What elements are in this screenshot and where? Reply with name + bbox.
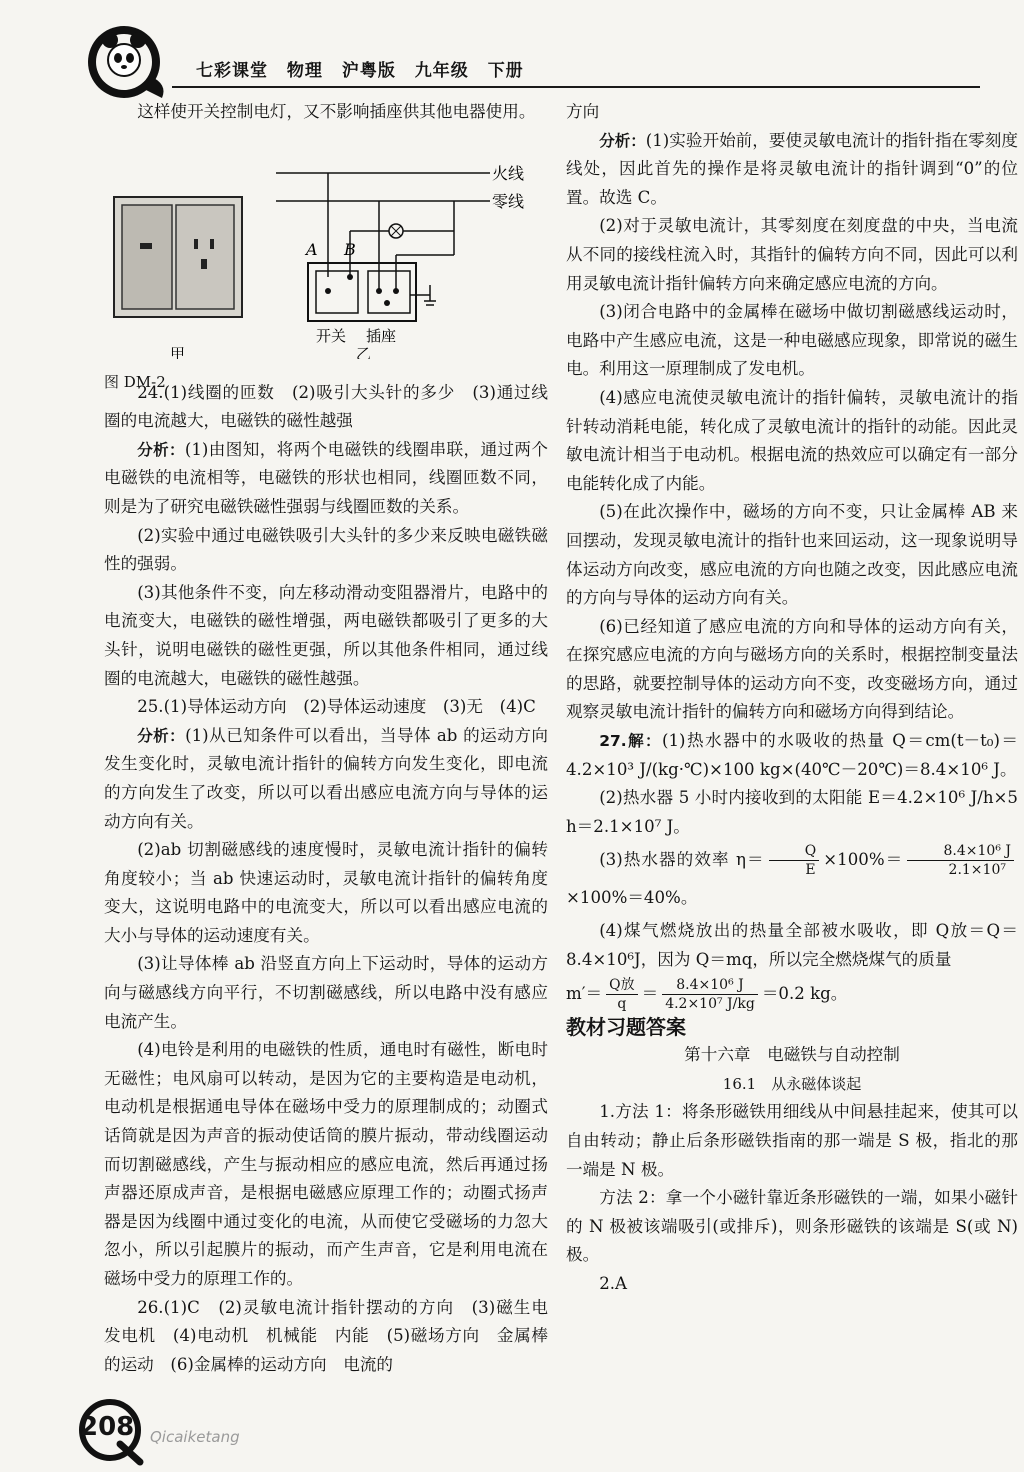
header-divider xyxy=(172,86,980,88)
header-title xyxy=(196,56,536,81)
q26-analysis-3: (3)闭合电路中的金属棒在磁场中做切割磁感线运动时，电路中产生感应电流，这是一种电磁感应现象，即常说的磁生电。利用这一原理制成了发电机。 xyxy=(566,302,1018,379)
chapter-title: 第十六章 电磁铁与自动控制 xyxy=(684,1045,900,1065)
q24-analysis-1 xyxy=(104,436,548,522)
q27-3-end: ×100%＝40%。 xyxy=(566,888,698,908)
q25-analysis-2: (2)ab 切割磁感线的速度慢时，灵敏电流计指针的偏转角度较小；当 ab 快速运动时，灵敏电流计指针的偏转角度变大，这说明电路中的电流变大，所以可以看出感应电流的大小与导体的运动速度有关。 xyxy=(104,840,548,945)
q27-4-end: ＝0.2 kg。 xyxy=(761,983,848,1003)
sub-figure-jia: 甲 xyxy=(170,344,186,359)
fraction-q-over-e xyxy=(769,842,820,879)
fraction-numerator: Q xyxy=(769,842,820,861)
q26-analysis-5: (5)在此次操作中，磁场的方向不变，只让金属棒 AB 来回摆动，发现灵敏电流计的指针也来回运动，这一现象说明导体运动方向改变，感应电流的方向也随之改变，因此感应电流的方向与导体的运动方向有关。 xyxy=(566,502,1018,608)
q25-analysis-1 xyxy=(104,722,548,836)
header-volume: 下册 xyxy=(487,61,524,81)
exercise-1-method-1: 1.方法 1：将条形磁铁用细线从中间悬挂起来，使其可以自由转动；静止后条形磁铁指南的那一端是 S 极，指北的那一端是 N 极。 xyxy=(566,1102,1018,1179)
q26-analysis-1-text: (1)实验开始前，要使灵敏电流计的指针指在零刻度线处，因此首先的操作是将灵敏电流计的指针调到“0”的位置。故选 C。 xyxy=(566,130,1018,207)
q24-analysis-2: (2)实验中通过电磁铁吸引大头针的多少来反映电磁铁磁性的强弱。 xyxy=(104,525,548,574)
right-top-text: 方向 xyxy=(566,102,600,121)
q24-answer: 24.(1)线圈的匝数 (2)吸引大头针的多少 (3)通过线圈的电流越大，电磁铁的磁性越强 xyxy=(104,382,548,431)
fraction-denominator: 2.1×10⁷ xyxy=(948,862,1006,879)
q27-part-4: (4)煤气燃烧放出的热量全部被水吸收，即 Q放＝Q＝8.4×10⁶J，因为 Q＝mq，所以完全燃烧煤气的质量 xyxy=(566,921,1018,970)
page-number: 208 xyxy=(80,1412,135,1442)
header-edition: 沪粤版 xyxy=(341,61,396,81)
header-series: 七彩课堂 xyxy=(196,61,268,81)
exercise-2: 2.A xyxy=(599,1273,628,1293)
q27-part-4-formula xyxy=(566,975,1018,1013)
neutral-wire-label: 零线 xyxy=(492,191,525,211)
fraction-efficiency xyxy=(907,842,1014,879)
point-a-label: A xyxy=(306,239,318,259)
header-subject: 物理 xyxy=(286,61,323,81)
figure-caption: 图 DM-2 xyxy=(104,373,166,392)
q26-analysis-2: (2)对于灵敏电流计，其零刻度在刻度盘的中央，当电流从不同的接线柱流入时，其指针的偏转方向不同，因此可以利用灵敏电流计指针偏转方向来确定感应电流的方向。 xyxy=(566,216,1018,293)
fraction-numerator: 8.4×10⁶ J xyxy=(907,842,1014,861)
sub-figure-yi: 乙 xyxy=(356,344,372,359)
section-title: 教材习题答案 xyxy=(566,1014,686,1039)
q27-3-mid: ×100%＝ xyxy=(823,850,904,870)
circuit-diagram xyxy=(104,127,548,359)
q24-analysis-1-text: (1)由图知，将两个电磁铁的线圈串联，通过两个电磁铁的电流相等，电磁铁的形状也相同，线圈匝数不同，则是为了研究电磁铁磁性强弱与线圈匝数的关系。 xyxy=(104,439,548,516)
subsection-title: 16.1 从永磁体谈起 xyxy=(722,1074,862,1093)
fraction-numerator: 8.4×10⁶ J xyxy=(662,976,758,995)
figure-dm2 xyxy=(104,127,548,392)
live-wire-label: 火线 xyxy=(492,163,525,183)
q26-analysis-1 xyxy=(566,127,1018,213)
header-grade: 九年级 xyxy=(414,61,469,81)
q24-analysis-3: (3)其他条件不变，向左移动滑动变阻器滑片，电路中的电流变大，电磁铁的磁性增强，两电磁铁都吸引了更多的大头针，说明电磁铁的磁性更强，所以其他条件相同，通过线圈的电流越大，电磁铁的磁性越强。 xyxy=(104,582,548,688)
solution-label: 27.解： xyxy=(599,732,663,751)
fraction-numerator: Q放 xyxy=(606,976,637,995)
point-b-label: B xyxy=(344,239,356,259)
q27-3-pre: (3)热水器的效率 η＝ xyxy=(599,850,765,870)
q25-answer: 25.(1)导体运动方向 (2)导体运动速度 (3)无 (4)C xyxy=(137,697,536,717)
switch-label: 开关 xyxy=(316,326,347,345)
analysis-label: 分析： xyxy=(137,726,186,745)
q25-analysis-1-text: (1)从已知条件可以看出，当导体 ab 的运动方向发生变化时，灵敏电流计指针的偏转方向发生变化，即电流的方向发生了改变，所以可以看出感应电流方向与导体的运动方向有关。 xyxy=(104,725,548,831)
panda-logo-icon xyxy=(80,18,172,100)
q26-analysis-6: (6)已经知道了感应电流的方向和导体的运动方向有关，在探究感应电流的方向与磁场方向的关系时，根据控制变量法的思路，就要控制导体的运动方向不变，改变磁场方向，通过观察灵敏电流计指针的偏转方向和磁场方向得到结论。 xyxy=(566,616,1018,722)
fraction-mass xyxy=(662,976,758,1013)
fraction-denominator: 4.2×10⁷ J/kg xyxy=(665,995,755,1012)
q26-answer: 26.(1)C (2)灵敏电流计指针摆动的方向 (3)磁生电 发电机 (4)电动机 机械能 内能 (5)磁场方向 金属棒的运动 (6)金属棒的运动方向 电流的 xyxy=(104,1297,565,1374)
q27-part-1 xyxy=(566,727,1018,784)
footer-brand: Qicaiketang xyxy=(150,1428,240,1446)
fraction-denominator: q xyxy=(617,995,627,1012)
q27-4-eq: ＝ xyxy=(641,983,659,1003)
q27-4-pre: m′＝ xyxy=(566,983,603,1003)
q27-part-3 xyxy=(566,841,1018,917)
fraction-denominator: E xyxy=(805,862,816,879)
q25-analysis-3: (3)让导体棒 ab 沿竖直方向上下运动时，导体的运动方向与磁感线方向平行，不切割磁感线，所以电路中没有感应电流产生。 xyxy=(104,954,548,1031)
q25-analysis-4: (4)电铃是利用的电磁铁的性质，通电时有磁性，断电时无磁性；电风扇可以转动，是因为它的主要构造是电动机，电动机是根据通电导体在磁场中受力的原理制成的；动圈式话筒就是因为声音的振动使话筒的膜片振动，带动线圈运动而切割磁感线，产生与振动相应的感应电流，然后再通过扬声器还原成声音，是根据电磁感应原理工作的；动圈式扬声器是因为线圈中通过变化的电流，从而使它受磁场的力忽大忽小，所以引起膜片的振动，而产生声音，它是利用电流在磁场中受力的原理工作的。 xyxy=(104,1040,548,1288)
q27-part-1-text: (1)热水器中的水吸收的热量 Q＝cm(t－t₀)＝4.2×10³ J/(kg·℃)×100 kg×(40℃－20℃)＝8.4×10⁶ J。 xyxy=(566,731,1018,779)
page-header xyxy=(0,0,1024,100)
q26-analysis-4: (4)感应电流使灵敏电流计的指针偏转，灵敏电流计的指针转动消耗电能，转化成了灵敏电流计的指针的动能。因此灵敏电流计相当于电动机。根据电流的热效应可以确定有一部分电能转化成了内能。 xyxy=(566,387,1018,493)
q27-part-2: (2)热水器 5 小时内接收到的太阳能 E＝4.2×10⁶ J/h×5 h＝2.1×10⁷ J。 xyxy=(566,788,1018,836)
right-column xyxy=(566,98,1018,1299)
left-top-text: 这样使开关控制电灯，又不影响插座供其他电器使用。 xyxy=(137,102,536,121)
fraction-q-over-q xyxy=(606,976,637,1013)
socket-label: 插座 xyxy=(366,326,397,345)
analysis-label: 分析： xyxy=(599,131,646,150)
analysis-label: 分析： xyxy=(137,440,185,459)
exercise-1-method-2: 方法 2：拿一个小磁针靠近条形磁铁的一端，如果小磁针的 N 极被该端吸引(或排斥)，则条形磁铁的该端是 S(或 N)极。 xyxy=(566,1188,1018,1265)
left-column xyxy=(104,98,565,1379)
